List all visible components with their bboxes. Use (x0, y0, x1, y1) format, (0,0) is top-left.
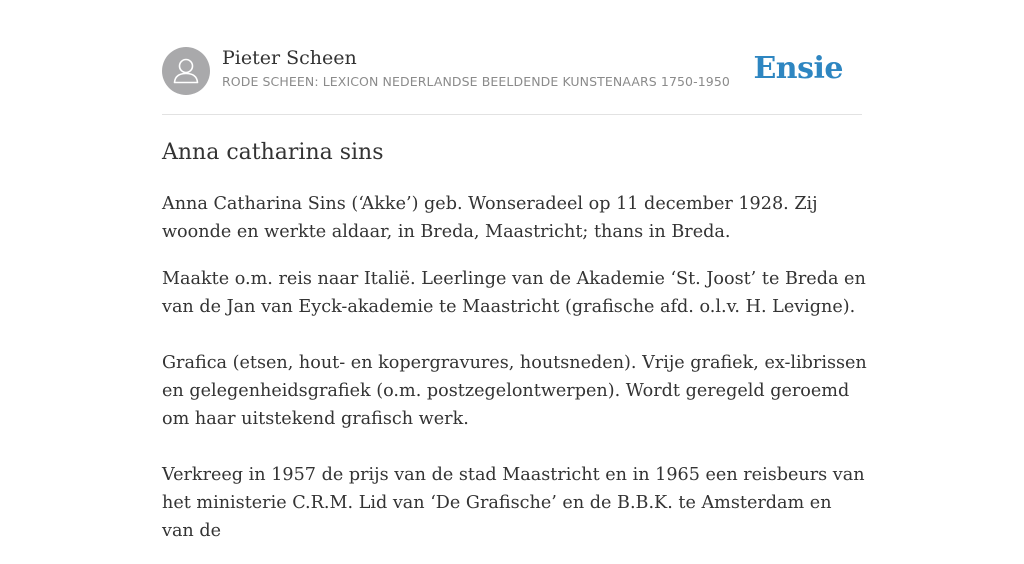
article-body (162, 190, 868, 564)
source-title[interactable]: RODE SCHEEN: LEXICON NEDERLANDSE BEELDENDE KUNSTENAARS 1750-1950 (222, 74, 730, 89)
paragraph-4: Verkreeg in 1957 de prijs van de stad Maastricht en in 1965 een reisbeurs van het ministerie C.R.M. Lid van ‘De Grafische’ en de B.B.K. te Amsterdam en van de (162, 465, 865, 541)
paragraph-2: Maakte o.m. reis naar Italië. Leerlinge van de Akademie ‘St. Joost’ te Breda en van de Jan van Eyck-akademie te Maastricht (grafische afd. o.l.v. H. Levigne). (162, 269, 866, 317)
paragraph-1: Anna Catharina Sins (‘Akke’) geb. Wonseradeel op 11 december 1928. Zij woonde en werkte aldaar, in Breda, Maastricht; thans in Breda. (162, 194, 818, 242)
author-avatar[interactable] (162, 47, 210, 95)
paragraph-3: Grafica (etsen, hout- en kopergravures, houtsneden). Vrije grafiek, ex-librissen en gelegenheidsgrafiek (o.m. postzegelontwerpen). Wordt geregeld geroemd om haar uitstekend grafisch werk. (162, 353, 867, 429)
author-name[interactable]: Pieter Scheen (222, 47, 357, 69)
ensie-logo[interactable]: Ensie (753, 51, 843, 86)
article-title: Anna catharina sins (162, 140, 384, 165)
user-silhouette-icon (162, 47, 210, 95)
article-header (162, 46, 862, 115)
